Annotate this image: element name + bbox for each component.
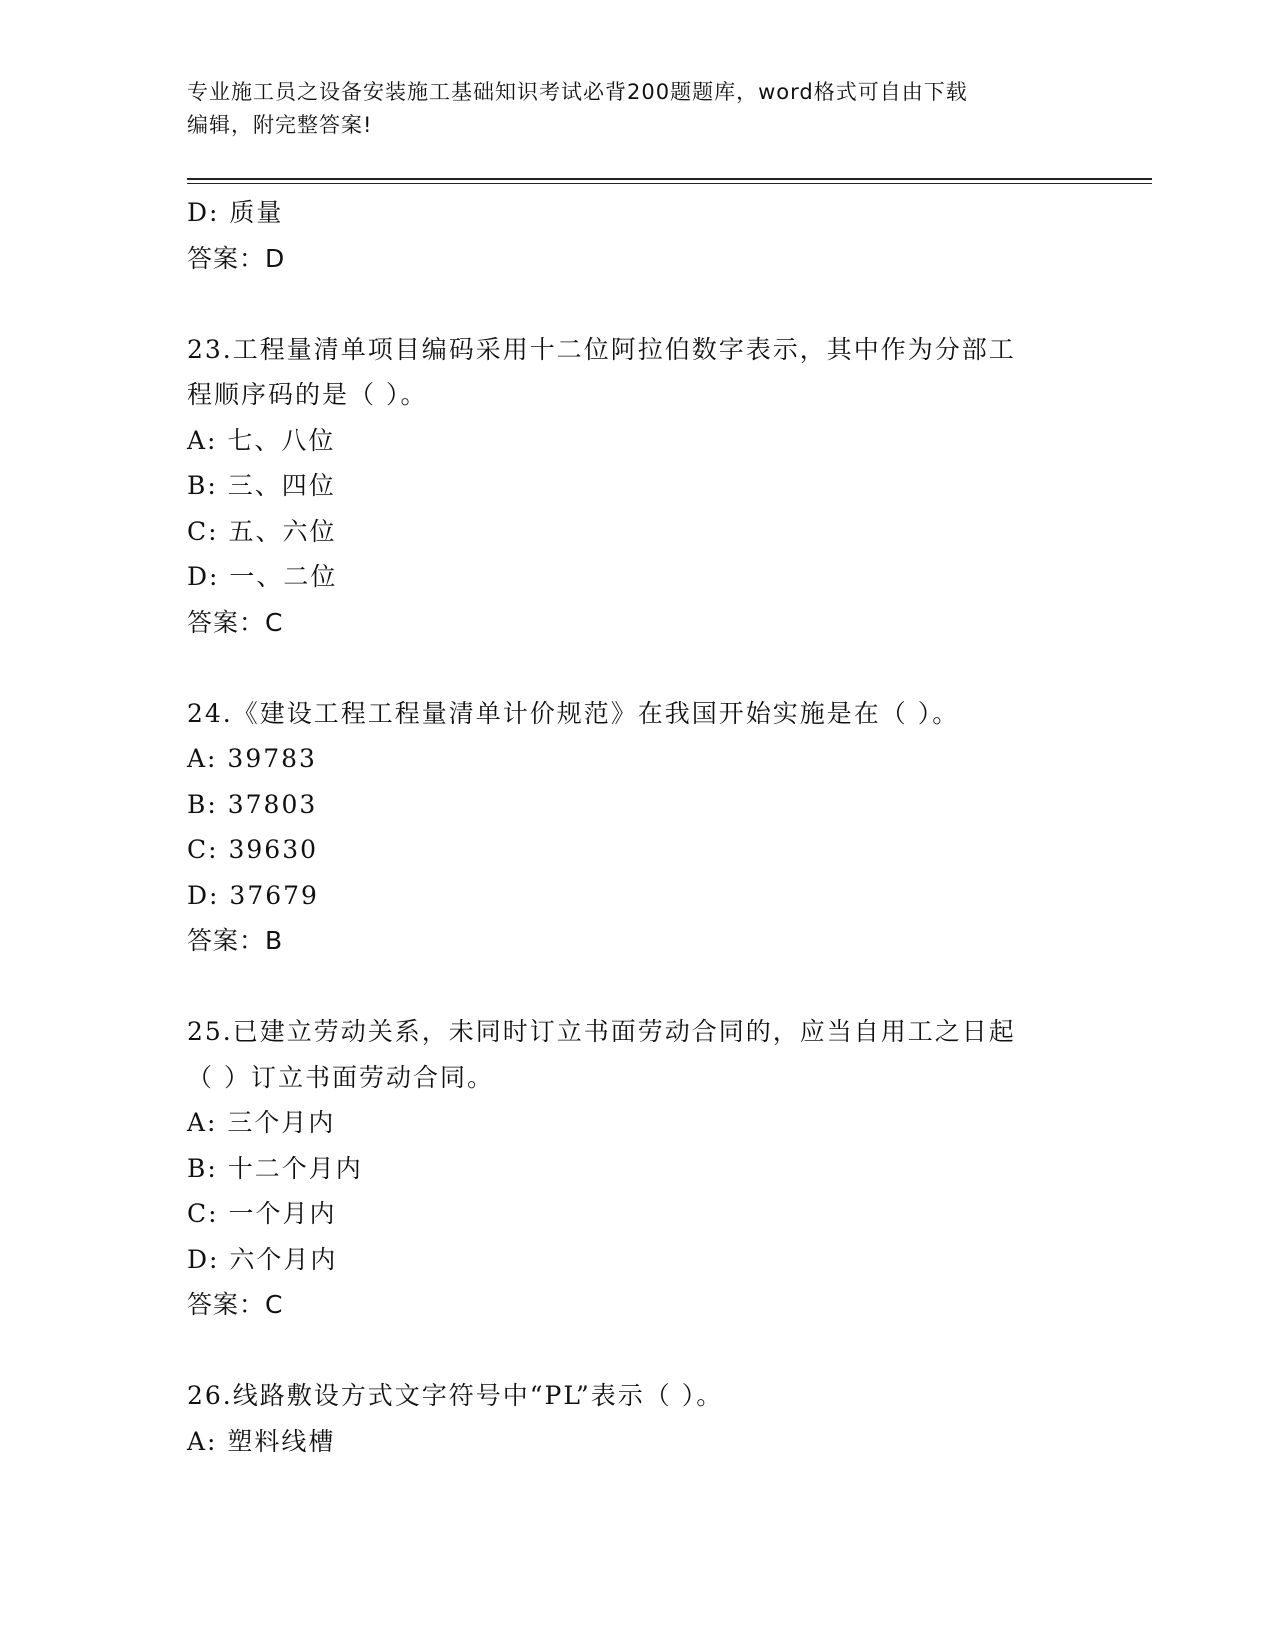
- spacer: [187, 1328, 1087, 1374]
- answer-line: 答案：D: [187, 243, 286, 273]
- header-divider-thin: [187, 183, 1152, 184]
- option-d: D: 质量: [187, 198, 284, 227]
- question-text-line-1: 26.线路敷设方式文字符号中“PL”表示（ ）。: [187, 1381, 724, 1410]
- spacer: [187, 281, 1087, 327]
- answer-line: 答案：B: [187, 926, 284, 955]
- option-a: A: 三个月内: [187, 1108, 336, 1137]
- question-22-tail: [187, 190, 1087, 281]
- option-a: A: 七、八位: [187, 425, 336, 455]
- option-d: D: 六个月内: [187, 1244, 338, 1274]
- option-c: C: 39630: [187, 835, 319, 864]
- header-title-line-1: 专业施工员之设备安装施工基础知识考试必背200题题库，word格式可自由下载: [187, 80, 968, 104]
- option-c: C: 一个月内: [187, 1199, 337, 1228]
- option-b: B: 十二个月内: [187, 1153, 363, 1183]
- question-26: [187, 1373, 1087, 1464]
- option-b: B: 三、四位: [187, 471, 336, 500]
- spacer: [187, 645, 1087, 691]
- question-text-line-2: （ ）订立书面劳动合同。: [187, 1062, 494, 1092]
- header-title-line-2: 编辑，附完整答案!: [187, 113, 373, 137]
- option-b: B: 37803: [187, 789, 318, 819]
- option-a: A: 塑料线槽: [187, 1426, 336, 1456]
- option-a: A: 39783: [187, 744, 317, 773]
- answer-line: 答案：C: [187, 1290, 284, 1319]
- header-divider-thick: [187, 178, 1152, 180]
- question-25: [187, 1009, 1087, 1328]
- spacer: [187, 964, 1087, 1010]
- question-text-line-1: 24.《建设工程工程量清单计价规范》在我国开始实施是在（ ）。: [187, 698, 960, 728]
- question-list: [187, 190, 1087, 1464]
- option-d: D: 一、二位: [187, 562, 338, 591]
- question-24: [187, 691, 1087, 964]
- question-text-line-1: 23.工程量清单项目编码采用十二位阿拉伯数字表示，其中作为分部工: [187, 334, 1016, 364]
- question-23: [187, 327, 1087, 646]
- option-d: D: 37679: [187, 880, 319, 910]
- option-c: C: 五、六位: [187, 516, 337, 546]
- question-text-line-1: 25.已建立劳动关系，未同时订立书面劳动合同的，应当自用工之日起: [187, 1017, 1016, 1046]
- question-text-line-2: 程顺序码的是（ ）。: [187, 380, 428, 409]
- document-header: [187, 76, 1067, 142]
- answer-line: 答案：C: [187, 607, 284, 637]
